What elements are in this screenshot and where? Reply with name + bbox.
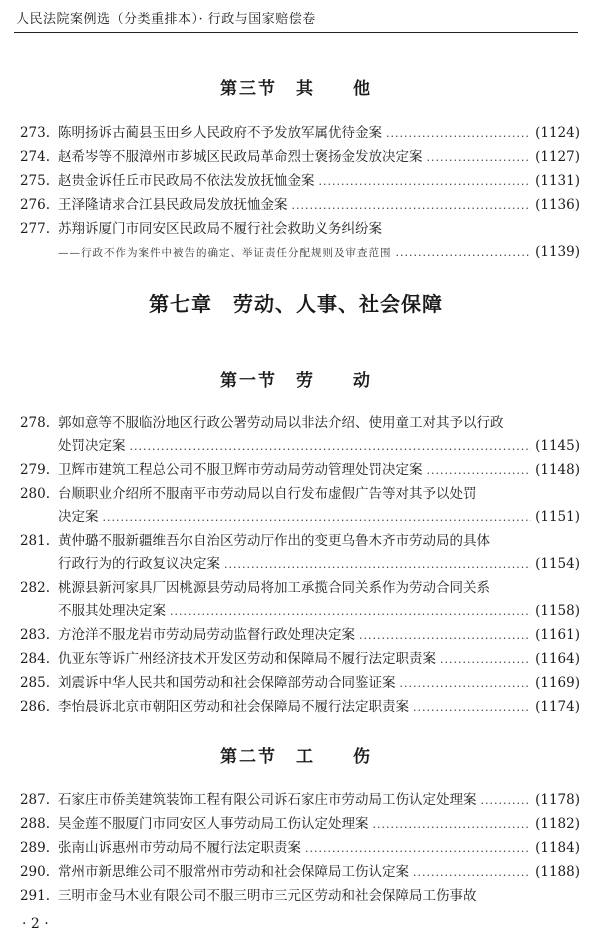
entry-title: 赵希岑等不服漳州市芗城区民政局革命烈士褒扬金发放决定案 <box>58 149 423 165</box>
dot-leader <box>440 648 531 671</box>
entry-title: 常州市新思维公司不服常州市劳动和社会保障局工伤认定案 <box>58 864 409 880</box>
entry-title: 石家庄市侨美建筑装饰工程有限公司诉石家庄市劳动局工伤认定处理案 <box>58 792 477 808</box>
entry-number: 274. <box>19 149 50 165</box>
entry-subtitle: ——行政不作为案件中被告的确定、举证责任分配规则及审查范围 <box>58 247 392 259</box>
entry-title: 黄仲璐不服新疆维吾尔自治区劳动厅作出的变更乌鲁木齐市劳动局的具体 <box>58 533 490 549</box>
dot-leader <box>386 122 531 145</box>
dot-leader <box>224 553 531 576</box>
entry-number: 291. <box>19 888 50 904</box>
entry-page: (1154) <box>535 556 580 572</box>
entry-273 <box>14 122 580 145</box>
entry-page: (1169) <box>535 675 580 691</box>
entry-page: (1158) <box>535 603 580 619</box>
entry-title: 张南山诉惠州市劳动局不履行法定职责案 <box>58 840 301 856</box>
entry-page: (1145) <box>535 438 580 454</box>
dot-leader <box>103 506 532 529</box>
entry-number: 290. <box>19 864 50 880</box>
entry-number: 277. <box>19 221 50 237</box>
entry-title: 三明市金马木业有限公司不服三明市三元区劳动和社会保障局工伤事故 <box>58 888 477 904</box>
dot-leader <box>400 672 532 695</box>
entry-281 <box>14 530 580 576</box>
entry-287 <box>14 789 580 812</box>
entry-number: 285. <box>19 675 50 691</box>
entry-page: (1178) <box>535 792 580 808</box>
entry-page: (1136) <box>535 197 580 213</box>
dot-leader <box>481 789 532 812</box>
entry-title-cont: 处罚决定案 <box>58 438 126 454</box>
entry-289 <box>14 837 580 860</box>
entry-title: 郭如意等不服临汾地区行政公署劳动局以非法介绍、使用童工对其予以行政 <box>58 415 504 431</box>
entry-278 <box>14 412 580 458</box>
entry-page: (1131) <box>535 173 580 189</box>
dot-leader <box>170 600 531 623</box>
entry-title: 王泽隆请求合江县民政局发放抚恤金案 <box>58 197 288 213</box>
entry-title: 卫辉市建筑工程总公司不服卫辉市劳动局劳动管理处罚决定案 <box>58 462 423 478</box>
entry-number: 283. <box>19 627 50 643</box>
entry-title: 方沧洋不服龙岩市劳动局劳动监督行政处理决定案 <box>58 627 355 643</box>
entry-number: 288. <box>19 816 50 832</box>
entry-page: (1188) <box>535 864 580 880</box>
entry-title-cont: 不服其处理决定案 <box>58 603 166 619</box>
section-heading-other: 第三节 其 他 <box>220 79 372 99</box>
entry-page: (1182) <box>535 816 580 832</box>
chapter-heading: 第七章 劳动、人事、社会保障 <box>149 292 443 316</box>
entry-284 <box>14 648 580 671</box>
dot-leader <box>427 146 532 169</box>
entry-number: 281. <box>19 533 50 549</box>
section-heading-injury: 第二节 工 伤 <box>220 747 372 767</box>
entry-number: 282. <box>19 580 50 596</box>
entry-title: 刘震诉中华人民共和国劳动和社会保障部劳动合同鉴证案 <box>58 675 396 691</box>
entry-title: 桃源县新河家具厂因桃源县劳动局将加工承揽合同关系作为劳动合同关系 <box>58 580 490 596</box>
entry-page: (1184) <box>535 840 580 856</box>
section-heading-labor: 第一节 劳 动 <box>220 371 372 391</box>
entry-page: (1124) <box>535 125 580 141</box>
entry-number: 289. <box>19 840 50 856</box>
entry-number: 278. <box>19 415 50 431</box>
dot-leader <box>130 435 532 458</box>
entry-title: 李怡晨诉北京市朝阳区劳动和社会保障局不履行法定职责案 <box>58 699 409 715</box>
entry-number: 287. <box>19 792 50 808</box>
dot-leader <box>413 696 531 719</box>
entry-title: 台顺职业介绍所不服南平市劳动局以自行发布虚假广告等对其予以处罚 <box>58 486 477 502</box>
entry-283 <box>14 624 580 647</box>
entry-number: 273. <box>19 125 50 141</box>
entry-274 <box>14 146 580 169</box>
entry-291 <box>14 885 580 908</box>
dot-leader <box>305 837 531 860</box>
entry-title-cont: 决定案 <box>58 509 99 525</box>
entry-title: 仇亚东等诉广州经济技术开发区劳动和保障局不履行法定职责案 <box>58 651 436 667</box>
entry-title: 赵贵金诉任丘市民政局不依法发放抚恤金案 <box>58 173 315 189</box>
running-header: 人民法院案例选（分类重排本）· 行政与国家赔偿卷 <box>16 12 316 27</box>
entry-280 <box>14 483 580 529</box>
entry-286 <box>14 696 580 719</box>
dot-leader <box>359 624 531 647</box>
entry-title: 吴金莲不服厦门市同安区人事劳动局工伤认定处理案 <box>58 816 369 832</box>
entry-number: 280. <box>19 486 50 502</box>
entry-number: 276. <box>19 197 50 213</box>
dot-leader <box>413 861 531 884</box>
entry-number: 286. <box>19 699 50 715</box>
dot-leader <box>292 194 532 217</box>
entry-page: (1151) <box>535 509 580 525</box>
entry-279 <box>14 459 580 482</box>
entry-title-cont: 行政行为的行政复议决定案 <box>58 556 220 572</box>
entry-title: 陈明扬诉古蔺县玉田乡人民政府不予发放军属优待金案 <box>58 125 382 141</box>
entry-285 <box>14 672 580 695</box>
entry-page: (1164) <box>535 651 580 667</box>
entry-page: (1139) <box>535 244 580 260</box>
header-rule <box>14 32 578 33</box>
page-number: · 2 · <box>22 916 49 932</box>
entry-page: (1161) <box>535 627 580 643</box>
entry-title: 苏翔诉厦门市同安区民政局不履行社会救助义务纠纷案 <box>58 221 382 237</box>
entry-275 <box>14 170 580 193</box>
entry-290 <box>14 861 580 884</box>
entry-276 <box>14 194 580 217</box>
entry-page: (1174) <box>535 699 580 715</box>
entry-page: (1127) <box>535 149 580 165</box>
entry-number: 275. <box>19 173 50 189</box>
dot-leader <box>319 170 532 193</box>
dot-leader <box>396 241 532 264</box>
dot-leader <box>373 813 532 836</box>
entry-282 <box>14 577 580 623</box>
entry-page: (1148) <box>535 462 580 478</box>
entry-number: 284. <box>19 651 50 667</box>
entry-288 <box>14 813 580 836</box>
entry-number: 279. <box>19 462 50 478</box>
entry-277 <box>14 218 580 265</box>
dot-leader <box>427 459 532 482</box>
